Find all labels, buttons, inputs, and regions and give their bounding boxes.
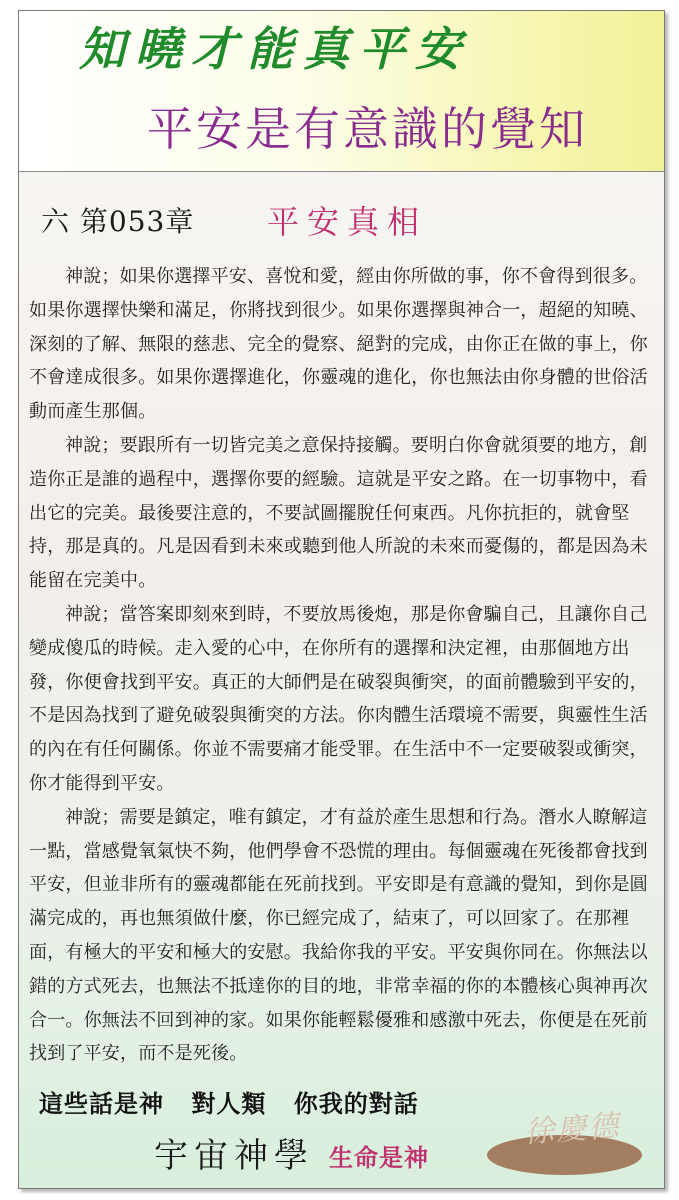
header-banner (19, 11, 664, 172)
chapter-title: 平安真相 (267, 203, 428, 241)
paragraph: 神說；需要是鎮定，唯有鎮定，才有益於產生思想和行為。潛水人瞭解這一點，當感覺氧氣快不夠，他們學會不恐慌的理由。每個靈魂在死後都會找到平安，但並非所有的靈魂都能在死前找到。平安即是有意識的覺知，到你是圓滿完成的，再也無須做什麼，你已經完成了，結束了，可以回家了。在那裡面，有極大的平安和極大的安慰。我給你我的平安。平安與你同在。你無法以錯的方式死去，也無法不抵達你的目的地，非常幸福的你的本體核心與神再次合一。你無法不回到神的家。如果你能輕鬆優雅和感激中死去，你便是在死前找到了平安，而不是死後。 (29, 806, 648, 1065)
content-area (19, 172, 664, 1188)
brand-motto: 生命是神 (329, 1144, 429, 1172)
paragraph: 神說；如果你選擇平安、喜悅和愛，經由你所做的事，你不會得到很多。如果你選擇快樂和滿足，你將找到很少。如果你選擇與神合一，超絕的知曉、深刻的了解、無限的慈悲、完全的覺察、絕對的完成，由你正在做的事上，你不會達成很多。如果你選擇進化，你靈魂的進化，你也無法由你身體的世俗活動而產生那個。 (29, 266, 648, 423)
document-frame (18, 10, 665, 1189)
brand-name: 宇宙神學 (154, 1136, 314, 1176)
dialogue-line: 這些話是神 對人類 你我的對話 (39, 1089, 419, 1118)
chapter-number: 六 第053章 (41, 205, 195, 238)
body-text (29, 260, 659, 1071)
header-title-top: 知曉才能真平安 (79, 22, 471, 76)
header-title-main: 平安是有意識的覺知 (147, 102, 588, 156)
paragraph: 神說；要跟所有一切皆完美之意保持接觸。要明白你會就須要的地方，創造你正是誰的過程中，選擇你要的經驗。這就是平安之路。在一切事物中，看出它的完美。最後要注意的，不要試圖擺脫任何東西。凡你抗拒的，就會堅持，那是真的。凡是因看到未來或聽到他人所說的未來而憂傷的，都是因為未能留在完美中。 (29, 434, 648, 592)
signature-seal: 徐慶德 (523, 1108, 622, 1151)
paragraph: 神說；當答案即刻來到時，不要放馬後炮，那是你會騙自己，且讓你自己變成傻瓜的時候。走入愛的心中，在你所有的選擇和決定裡，由那個地方出發，你便會找到平安。真正的大師們是在破裂與衝突，的面前體驗到平安的，不是因為找到了避免破裂與衝突的方法。你肉體生活環境不需要，與靈性生活的內在有任何關係。你並不需要痛才能受罪。在生活中不一定要破裂或衝突，你才能得到平安。 (29, 603, 648, 794)
